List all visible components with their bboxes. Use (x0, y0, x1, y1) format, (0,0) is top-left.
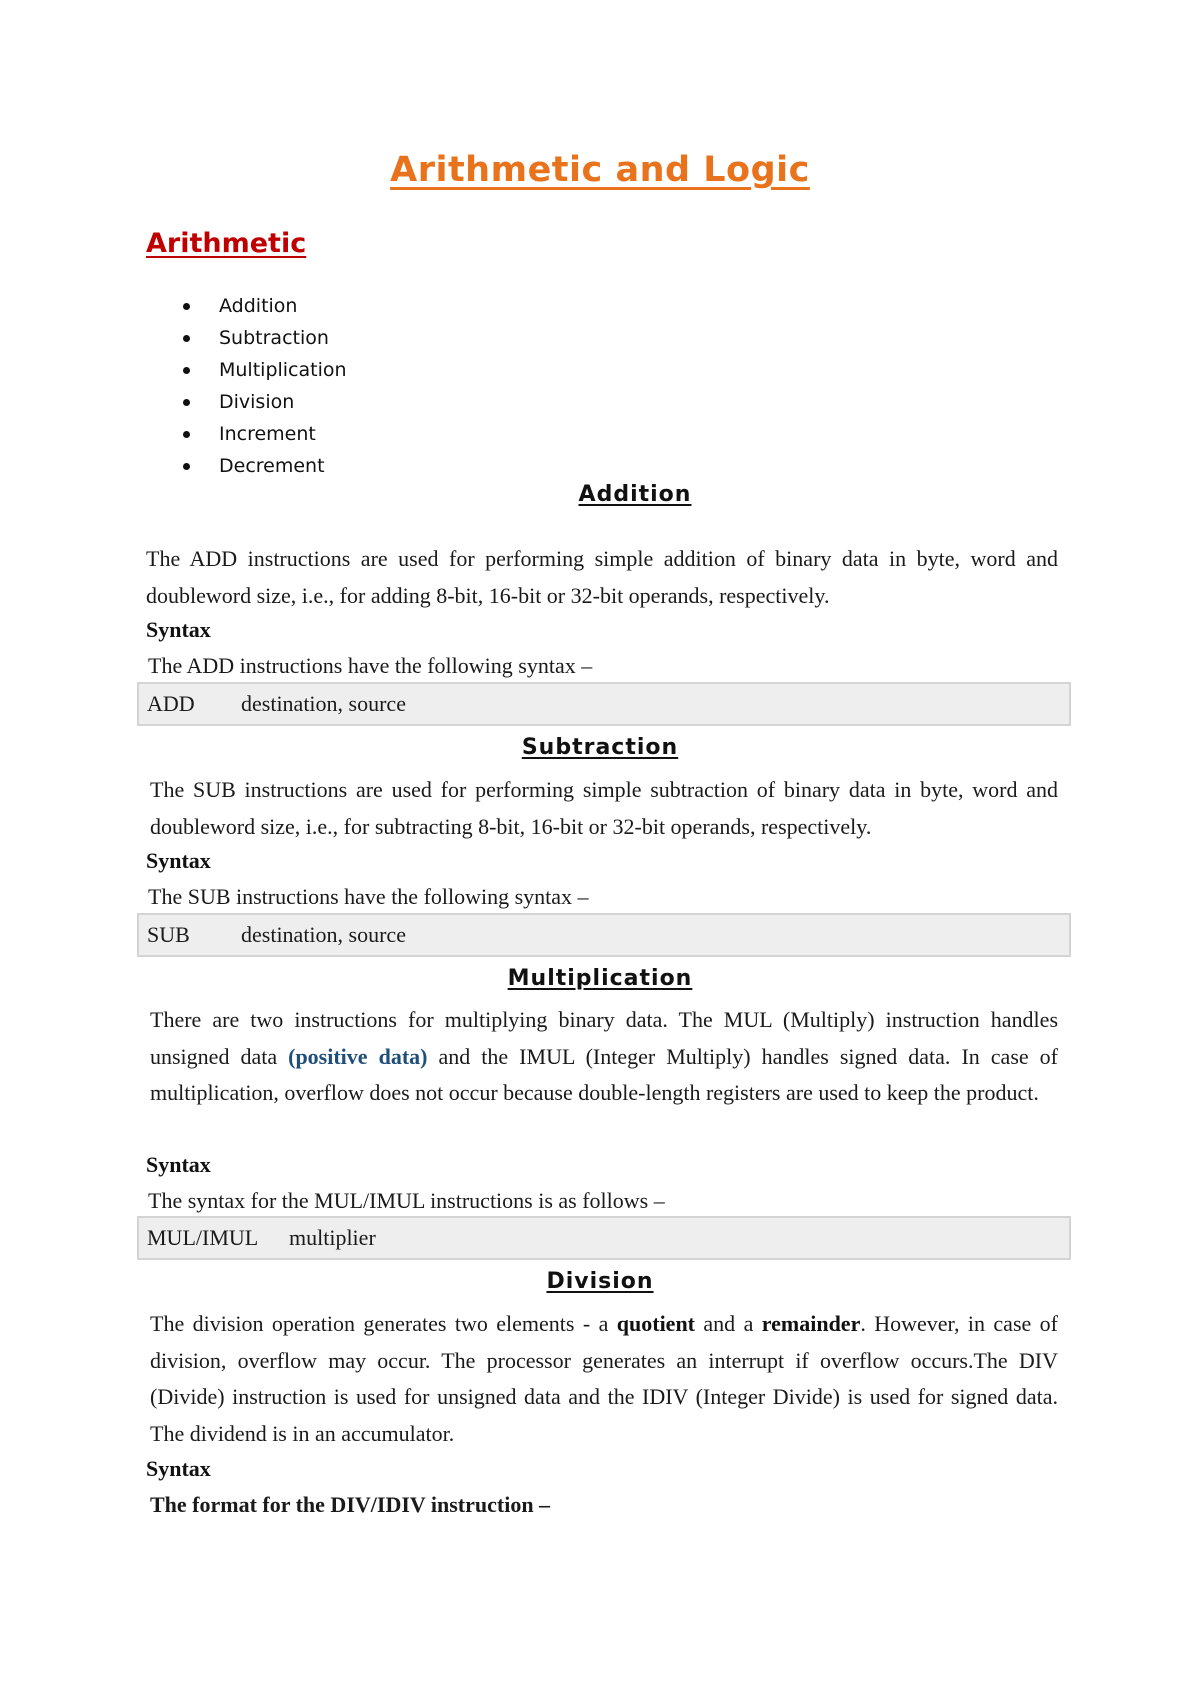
subtraction-heading: Subtraction (521, 735, 679, 760)
addition-code-box (137, 682, 1071, 726)
arithmetic-heading: Arithmetic (146, 228, 307, 259)
multiplication-code-box (137, 1216, 1071, 1260)
subtraction-syntax-label: Syntax (146, 848, 211, 873)
list-item: Subtraction (146, 322, 347, 354)
list-item: Multiplication (146, 354, 347, 386)
code-operands: destination, source (241, 922, 406, 947)
multiplication-heading: Multiplication (507, 966, 693, 991)
division-paragraph: The division operation generates two elements - a quotient and a remainder. However, in case of division, overflow may occur. The processor generates an interrupt if overflow occurs.The DIV (Divide) instruction is used for unsigned data and the IDIV (Integer Divide) is used for signed data. The dividend is in an accumulator. (150, 1311, 1059, 1446)
division-heading: Division (546, 1269, 654, 1294)
document-title: Arithmetic and Logic (390, 150, 810, 190)
list-item: Increment (146, 418, 347, 450)
subtraction-syntax-intro: The SUB instructions have the following syntax – (148, 884, 589, 909)
multiplication-syntax-intro: The syntax for the MUL/IMUL instructions is as follows – (148, 1188, 665, 1213)
addition-syntax-intro: The ADD instructions have the following syntax – (148, 653, 593, 678)
multiplication-paragraph: There are two instructions for multiplying binary data. The MUL (Multiply) instruction handles unsigned data (positive data) and the IMUL (Integer Multiply) handles signed data. In case of multiplication, overflow does not occur because double-length registers are used to keep the product. (150, 1007, 1058, 1105)
code-mnemonic: SUB (147, 922, 190, 947)
division-syntax-label: Syntax (146, 1456, 211, 1481)
code-mnemonic: MUL/IMUL (147, 1225, 259, 1250)
bullet-icon (183, 303, 190, 310)
bullet-icon (183, 431, 190, 438)
division-syntax-intro: The format for the DIV/IDIV instruction – (150, 1492, 551, 1517)
code-operands: multiplier (289, 1225, 376, 1250)
bullet-icon (183, 463, 190, 470)
multiplication-syntax-label: Syntax (146, 1152, 211, 1177)
remainder-bold: remainder (761, 1311, 861, 1336)
list-item: Addition (146, 290, 347, 322)
arithmetic-operations-list (146, 290, 347, 482)
list-item: Division (146, 386, 347, 418)
positive-data-highlight: (positive data) (288, 1043, 428, 1069)
bullet-icon (183, 335, 190, 342)
addition-heading: Addition (578, 482, 692, 507)
addition-syntax-label: Syntax (146, 617, 211, 642)
addition-paragraph: The ADD instructions are used for performing simple addition of binary data in byte, word and doubleword size, i.e., for adding 8-bit, 16-bit or 32-bit operands, respectively. (146, 546, 1058, 608)
code-operands: destination, source (241, 691, 406, 716)
bullet-icon (183, 367, 190, 374)
subtraction-code-box (137, 913, 1071, 957)
subtraction-paragraph: The SUB instructions are used for performing simple subtraction of binary data in byte, word and doubleword size, i.e., for subtracting 8-bit, 16-bit or 32-bit operands, respectively. (150, 777, 1058, 839)
code-mnemonic: ADD (147, 691, 195, 716)
list-item: Decrement (146, 450, 347, 482)
quotient-bold: quotient (616, 1311, 696, 1336)
bullet-icon (183, 399, 190, 406)
